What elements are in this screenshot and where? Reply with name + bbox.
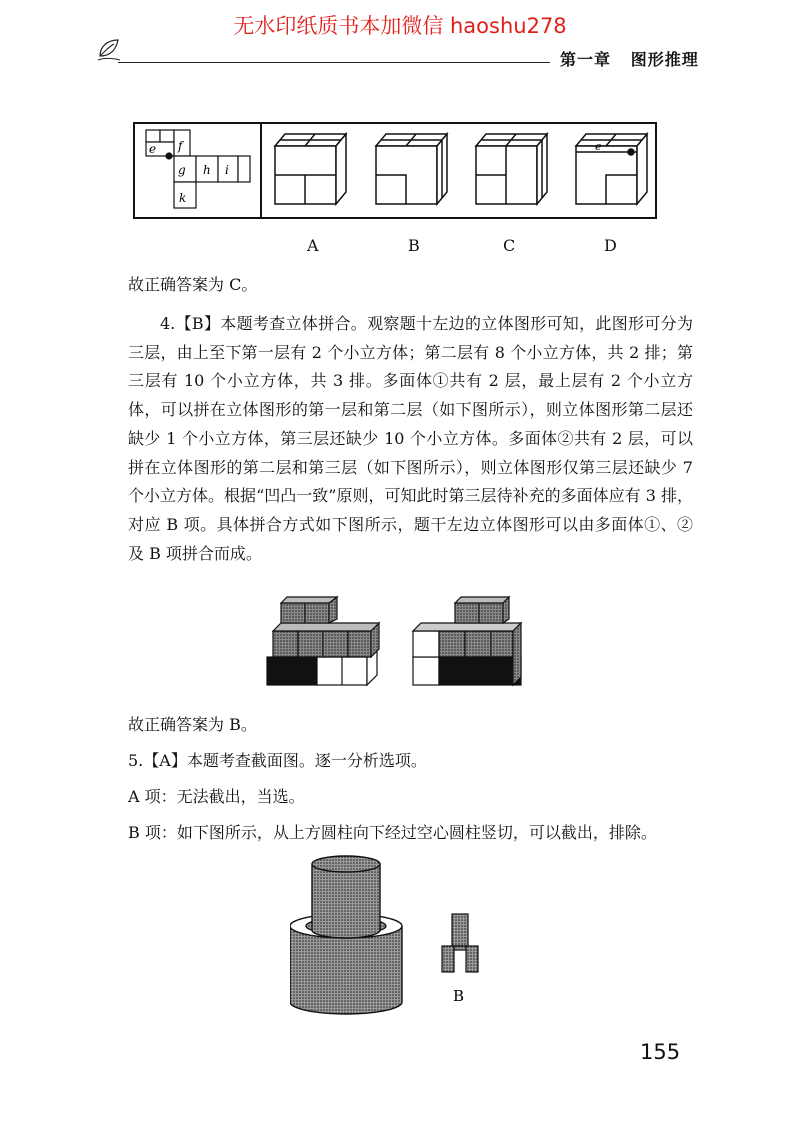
section-label-b: B [453,987,465,1005]
net-and-cubes-figure [133,122,658,220]
running-header [560,47,699,70]
q4-text: 4.【B】本题考查立体拼合。观察题十左边的立体图形可知，此图形可分为三层，由上至下第一层有 2 个小立方体；第二层有 8 个小立方体，共 2 排；第三层有 10 个小立方体，共 3 排。多面体①共有 2 层，最上层有 2 个小立方体，可以拼在立体图形的第一层和第二层（如下图所示），则立体图形第二层还缺少 1 个小立方体，第三层还缺少 10 个小立方体。多面体②共有 2 层，可以拼在立体图形的第二层和第三层（如下图所示），则立体图形仅第三层还缺少 7 个小立方体。根据“凹凸一致”原则，可知此时第三层待补充的多面体应有 3 排，对应 B 项。具体拼合方式如下图所示，题干左边立体图形可以由多面体①、②及 B 项拼合而成。 [128,314,693,563]
cube-option-c [476,134,547,204]
net-label-i: i [225,163,229,177]
stack-right [413,597,521,685]
stack-left [267,597,379,685]
cube-option-b [376,134,447,204]
cube-option-a [275,134,346,204]
chapter-title: 图形推理 [630,50,699,69]
cube-option-d [576,134,647,204]
cylinder-section-figure [290,850,500,1025]
net-label-f: f [178,139,183,153]
header-rule [118,62,550,63]
option-label-d: D [604,236,617,255]
stacked-cubes-figure [265,595,530,691]
chapter-label: 第一章 [560,50,612,69]
answer-c-line: 故正确答案为 C。 [128,275,258,294]
cross-section-shape [442,914,478,972]
page-number: 155 [640,1040,681,1064]
answer-b-line: 故正确答案为 B。 [128,715,257,734]
option-label-a: A [307,236,319,255]
cylinders [290,856,402,1014]
net-label-h: h [203,163,211,177]
leaf-icon [96,34,124,62]
option-label-c: C [503,236,516,255]
q5-intro: 5.【A】本题考查截面图。逐一分析选项。 [128,751,427,770]
net-label-g: g [178,163,186,177]
net-label-k: k [179,191,187,205]
q5-option-a: A 项：无法截出，当选。 [128,787,305,806]
net-label-e: e [149,142,157,156]
cube-d-label-e: e [595,140,602,153]
q4-explanation [128,310,693,568]
option-label-b: B [408,236,420,255]
q5-option-b: B 项：如下图所示，从上方圆柱向下经过空心圆柱竖切，可以截出，排除。 [128,823,657,842]
watermark: 无水印纸质书本加微信 haoshu278 [233,14,567,38]
